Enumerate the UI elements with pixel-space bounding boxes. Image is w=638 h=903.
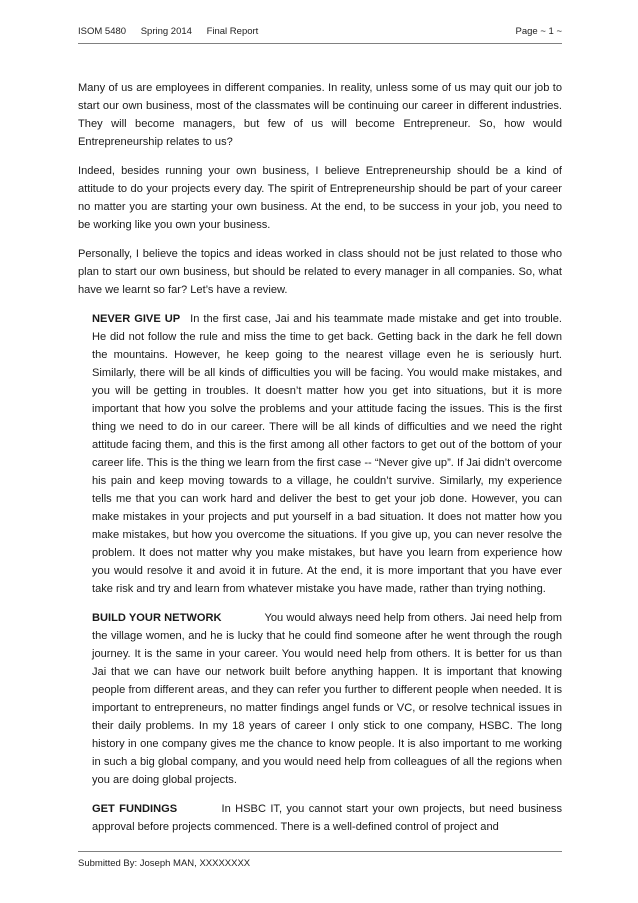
- term: Spring 2014: [140, 26, 192, 37]
- page-footer: [78, 851, 562, 869]
- section-never-give-up: [92, 310, 562, 598]
- section-text: In HSBC IT, you cannot start your own projects, but need business approval before projects commenced. There is a well-defined control of project and: [92, 803, 562, 833]
- section-get-fundings: [92, 800, 562, 836]
- course-code: ISOM 5480: [78, 26, 127, 37]
- section-build-your-network: [92, 609, 562, 789]
- intro-paragraph-3: Personally, I believe the topics and ideas worked in class should not be just related to those who plan to start our own business, but should be related to every manager in all companies. So, what have we learnt so far? Let’s have a review.: [78, 248, 562, 296]
- section-title: BUILD YOUR NETWORK: [92, 612, 222, 624]
- submitted-by: Submitted By: Joseph MAN, XXXXXXXX: [78, 858, 251, 869]
- page-number: Page ~ 1 ~: [515, 26, 562, 37]
- section-title: GET FUNDINGS: [92, 803, 178, 815]
- report-body: [78, 79, 562, 847]
- doc-type: Final Report: [206, 26, 259, 37]
- section-title: NEVER GIVE UP: [92, 313, 181, 325]
- intro-paragraph-2: Indeed, besides running your own business, I believe Entrepreneurship should be a kind of attitude to do your projects every day. The spirit of Entrepreneurship should be part of your career no matter you are starting your own business. At the end, to be success in your job, you need to be working like you own your business.: [78, 165, 562, 231]
- section-text: In the first case, Jai and his teammate made mistake and get into trouble. He did not follow the rule and miss the time to get back. Getting back in the dark he fell down the mountains. However, he keep going to the nearest village even he is seriously hurt. Similarly, there will be all kinds of difficulties you will be facing. You would make mistakes, and you will be getting in troubles. It doesn’t matter how you get into situations, but it is more important that how you solve the problems and your attitude facing the issues. This is the first thing we need to do in our career. There will be all kinds of difficulties and we need the right attitude facing them, and this is the first among all other factors to get out of the bottom of your career life. This is the thing we learn from the first case -- “Never give up”. If Jai didn’t overcome his pain and keep moving towards to a village, he couldn’t survive. Similarly, my experience tells me that you can work hard and deliver the best to get your job done. However, you can make mistakes in your projects and put yourself in a bad situation. It does not matter how you make mistakes, but how you overcome the situations. If you give up, you can never resolve the problem. It does not matter why you make mistakes, but have you learn from experience how you would resolve it and avoid it in future. At the end, it is more important that you have ever take risk and try and learn from whatever mistake you have made, rather than trying nothing.: [92, 313, 562, 595]
- page-header: [78, 26, 562, 44]
- section-text: You would always need help from others. Jai need help from the village women, and he is lucky that he could find someone after he went through the rough journey. It is the same in your career. You would need help from others. It is better for us than Jai that we can have our network built before anything happen. It is important that knowing people from different areas, and they can refer you further to different people when needed. It is important to entrepreneurs, no matter findings angel funds or VC, or resolve technical issues in their daily problems. In my 18 years of career I only stick to one company, HSBC. The long history in one company gives me the chance to know people. It is also important to me working in such a big global company, and you would need help from colleagues of all the regions when you are doing global projects.: [92, 612, 562, 786]
- intro-paragraph-1: Many of us are employees in different companies. In reality, unless some of us may quit our job to start our own business, most of the classmates will be continuing our career in different industries. They will become managers, but few of us will become Entrepreneur. So, how would Entrepreneurship relates to us?: [78, 82, 562, 148]
